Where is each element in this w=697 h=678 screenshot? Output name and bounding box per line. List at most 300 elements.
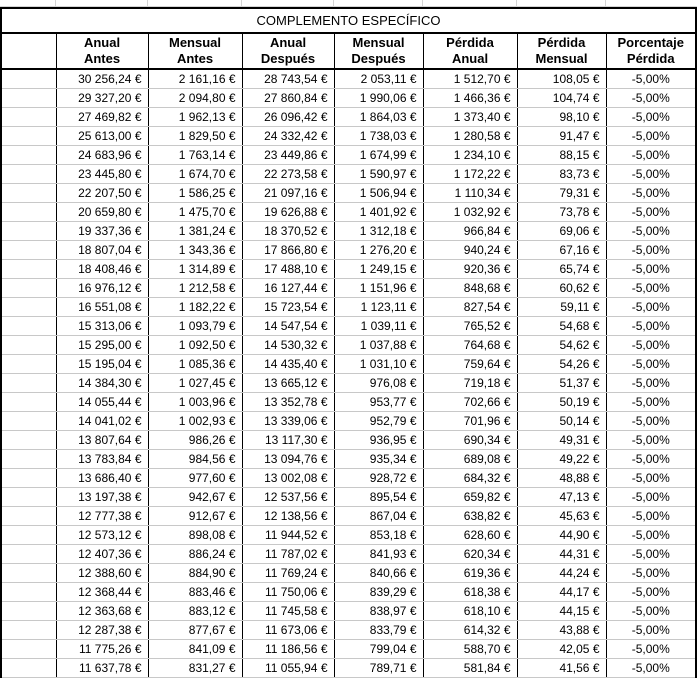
anual-antes-cell[interactable]: 11 637,78 € [56,659,148,678]
perdida-anual-cell[interactable]: 1 032,92 € [423,203,517,222]
porcentaje-perdida-cell[interactable]: -5,00% [606,583,696,602]
perdida-anual-cell[interactable]: 1 373,40 € [423,108,517,127]
perdida-mensual-cell[interactable]: 49,22 € [517,450,606,469]
porcentaje-perdida-cell[interactable]: -5,00% [606,127,696,146]
perdida-mensual-cell[interactable]: 45,63 € [517,507,606,526]
porcentaje-perdida-cell[interactable]: -5,00% [606,203,696,222]
anual-antes-cell[interactable]: 13 686,40 € [56,469,148,488]
row-empty-cell[interactable] [1,450,56,469]
anual-antes-cell[interactable]: 13 197,38 € [56,488,148,507]
mensual-antes-cell[interactable]: 1 475,70 € [148,203,242,222]
header-mensual-despues[interactable] [334,33,423,69]
header-cell-empty[interactable] [1,33,56,69]
mensual-antes-cell[interactable]: 984,56 € [148,450,242,469]
anual-antes-cell[interactable]: 15 295,00 € [56,336,148,355]
anual-antes-cell[interactable]: 14 384,30 € [56,374,148,393]
porcentaje-perdida-cell[interactable]: -5,00% [606,298,696,317]
row-empty-cell[interactable] [1,374,56,393]
anual-antes-cell[interactable]: 27 469,82 € [56,108,148,127]
porcentaje-perdida-cell[interactable]: -5,00% [606,431,696,450]
anual-antes-cell[interactable]: 12 407,36 € [56,545,148,564]
mensual-antes-cell[interactable]: 986,26 € [148,431,242,450]
perdida-mensual-cell[interactable]: 54,62 € [517,336,606,355]
porcentaje-perdida-cell[interactable]: -5,00% [606,545,696,564]
header-perdida-anual[interactable] [423,33,517,69]
mensual-antes-cell[interactable]: 1 092,50 € [148,336,242,355]
porcentaje-perdida-cell[interactable]: -5,00% [606,222,696,241]
row-empty-cell[interactable] [1,127,56,146]
mensual-antes-cell[interactable]: 1 003,96 € [148,393,242,412]
perdida-anual-cell[interactable]: 588,70 € [423,640,517,659]
anual-despues-cell[interactable]: 13 117,30 € [242,431,334,450]
perdida-anual-cell[interactable]: 1 280,58 € [423,127,517,146]
anual-despues-cell[interactable]: 11 787,02 € [242,545,334,564]
porcentaje-perdida-cell[interactable]: -5,00% [606,260,696,279]
porcentaje-perdida-cell[interactable]: -5,00% [606,659,696,678]
porcentaje-perdida-cell[interactable]: -5,00% [606,184,696,203]
mensual-despues-cell[interactable]: 841,93 € [334,545,423,564]
mensual-antes-cell[interactable]: 831,27 € [148,659,242,678]
table-row [1,89,696,108]
perdida-anual-cell[interactable]: 628,60 € [423,526,517,545]
porcentaje-perdida-cell[interactable]: -5,00% [606,317,696,336]
anual-antes-cell[interactable]: 12 363,68 € [56,602,148,621]
porcentaje-perdida-cell[interactable]: -5,00% [606,165,696,184]
mensual-antes-cell[interactable]: 1 763,14 € [148,146,242,165]
table-row [1,564,696,583]
anual-antes-cell[interactable]: 22 207,50 € [56,184,148,203]
mensual-antes-cell[interactable]: 886,24 € [148,545,242,564]
row-empty-cell[interactable] [1,659,56,678]
anual-despues-cell[interactable]: 15 723,54 € [242,298,334,317]
row-empty-cell[interactable] [1,488,56,507]
table-row [1,241,696,260]
perdida-mensual-cell[interactable]: 47,13 € [517,488,606,507]
anual-despues-cell[interactable]: 11 944,52 € [242,526,334,545]
perdida-mensual-cell[interactable]: 65,74 € [517,260,606,279]
perdida-mensual-cell[interactable]: 44,24 € [517,564,606,583]
row-empty-cell[interactable] [1,317,56,336]
porcentaje-perdida-cell[interactable]: -5,00% [606,450,696,469]
anual-despues-cell[interactable]: 17 866,80 € [242,241,334,260]
anual-antes-cell[interactable]: 14 041,02 € [56,412,148,431]
row-empty-cell[interactable] [1,336,56,355]
mensual-despues-cell[interactable]: 853,18 € [334,526,423,545]
row-empty-cell[interactable] [1,621,56,640]
anual-despues-cell[interactable]: 22 273,58 € [242,165,334,184]
perdida-anual-cell[interactable]: 620,34 € [423,545,517,564]
header-perdida-mensual[interactable] [517,33,606,69]
row-empty-cell[interactable] [1,564,56,583]
mensual-despues-cell[interactable]: 895,54 € [334,488,423,507]
anual-despues-cell[interactable]: 13 094,76 € [242,450,334,469]
perdida-mensual-cell[interactable]: 44,15 € [517,602,606,621]
header-anual-despues[interactable] [242,33,334,69]
perdida-anual-cell[interactable]: 765,52 € [423,317,517,336]
anual-despues-cell[interactable]: 11 055,94 € [242,659,334,678]
mensual-antes-cell[interactable]: 841,09 € [148,640,242,659]
mensual-despues-cell[interactable]: 839,29 € [334,583,423,602]
perdida-mensual-cell[interactable]: 44,90 € [517,526,606,545]
mensual-antes-cell[interactable]: 2 161,16 € [148,69,242,89]
mensual-despues-cell[interactable]: 1 037,88 € [334,336,423,355]
anual-antes-cell[interactable]: 11 775,26 € [56,640,148,659]
mensual-despues-cell[interactable]: 1 674,99 € [334,146,423,165]
mensual-despues-cell[interactable]: 935,34 € [334,450,423,469]
header-line: Mensual [535,51,588,66]
anual-antes-cell[interactable]: 12 287,38 € [56,621,148,640]
table-row [1,165,696,184]
mensual-despues-cell[interactable]: 1 312,18 € [334,222,423,241]
perdida-mensual-cell[interactable]: 43,88 € [517,621,606,640]
mensual-antes-cell[interactable]: 883,46 € [148,583,242,602]
row-empty-cell[interactable] [1,640,56,659]
mensual-antes-cell[interactable]: 2 094,80 € [148,89,242,108]
table-row [1,184,696,203]
row-empty-cell[interactable] [1,431,56,450]
table-row [1,336,696,355]
perdida-anual-cell[interactable]: 1 466,36 € [423,89,517,108]
perdida-mensual-cell[interactable]: 108,05 € [517,69,606,89]
header-line: Después [260,51,316,66]
mensual-despues-cell[interactable]: 1 990,06 € [334,89,423,108]
row-empty-cell[interactable] [1,241,56,260]
row-empty-cell[interactable] [1,545,56,564]
header-line: Después [351,51,406,66]
mensual-antes-cell[interactable]: 977,60 € [148,469,242,488]
mensual-despues-cell[interactable]: 1 738,03 € [334,127,423,146]
row-empty-cell[interactable] [1,146,56,165]
perdida-anual-cell[interactable]: 764,68 € [423,336,517,355]
row-empty-cell[interactable] [1,507,56,526]
table-row [1,374,696,393]
anual-despues-cell[interactable]: 14 530,32 € [242,336,334,355]
perdida-anual-cell[interactable]: 827,54 € [423,298,517,317]
mensual-antes-cell[interactable]: 884,90 € [148,564,242,583]
mensual-despues-cell[interactable]: 928,72 € [334,469,423,488]
anual-antes-cell[interactable]: 15 313,06 € [56,317,148,336]
anual-antes-cell[interactable]: 12 573,12 € [56,526,148,545]
porcentaje-perdida-cell[interactable]: -5,00% [606,564,696,583]
row-empty-cell[interactable] [1,69,56,89]
mensual-despues-cell[interactable]: 1 401,92 € [334,203,423,222]
mensual-antes-cell[interactable]: 1 212,58 € [148,279,242,298]
perdida-anual-cell[interactable]: 1 234,10 € [423,146,517,165]
perdida-mensual-cell[interactable]: 104,74 € [517,89,606,108]
anual-antes-cell[interactable]: 20 659,80 € [56,203,148,222]
mensual-antes-cell[interactable]: 1 381,24 € [148,222,242,241]
header-line: Pérdida [626,51,675,66]
mensual-antes-cell[interactable]: 1 085,36 € [148,355,242,374]
table-row [1,488,696,507]
mensual-despues-cell[interactable]: 976,08 € [334,374,423,393]
anual-despues-cell[interactable]: 28 743,54 € [242,69,334,89]
perdida-anual-cell[interactable]: 701,96 € [423,412,517,431]
mensual-antes-cell[interactable]: 1 962,13 € [148,108,242,127]
anual-despues-cell[interactable]: 11 750,06 € [242,583,334,602]
mensual-antes-cell[interactable]: 912,67 € [148,507,242,526]
row-empty-cell[interactable] [1,469,56,488]
perdida-mensual-cell[interactable]: 54,68 € [517,317,606,336]
perdida-mensual-cell[interactable]: 79,31 € [517,184,606,203]
perdida-mensual-cell[interactable]: 44,31 € [517,545,606,564]
table-row [1,469,696,488]
mensual-antes-cell[interactable]: 1 343,36 € [148,241,242,260]
row-empty-cell[interactable] [1,165,56,184]
header-line: Mensual [352,35,405,50]
table-row [1,393,696,412]
perdida-anual-cell[interactable]: 1 512,70 € [423,69,517,89]
anual-despues-cell[interactable]: 13 352,78 € [242,393,334,412]
perdida-anual-cell[interactable]: 684,32 € [423,469,517,488]
perdida-anual-cell[interactable]: 659,82 € [423,488,517,507]
porcentaje-perdida-cell[interactable]: -5,00% [606,89,696,108]
header-line: Anual [269,35,307,50]
perdida-mensual-cell[interactable]: 83,73 € [517,165,606,184]
perdida-mensual-cell[interactable]: 91,47 € [517,127,606,146]
anual-despues-cell[interactable]: 13 339,06 € [242,412,334,431]
anual-despues-cell[interactable]: 26 096,42 € [242,108,334,127]
porcentaje-perdida-cell[interactable]: -5,00% [606,469,696,488]
row-empty-cell[interactable] [1,184,56,203]
header-line: Porcentaje [617,35,684,50]
row-empty-cell[interactable] [1,203,56,222]
anual-antes-cell[interactable]: 25 613,00 € [56,127,148,146]
anual-despues-cell[interactable]: 17 488,10 € [242,260,334,279]
perdida-mensual-cell[interactable]: 60,62 € [517,279,606,298]
porcentaje-perdida-cell[interactable]: -5,00% [606,108,696,127]
perdida-anual-cell[interactable]: 848,68 € [423,279,517,298]
header-mensual-antes[interactable] [148,33,242,69]
perdida-anual-cell[interactable]: 966,84 € [423,222,517,241]
mensual-antes-cell[interactable]: 877,67 € [148,621,242,640]
anual-despues-cell[interactable]: 16 127,44 € [242,279,334,298]
table-row [1,222,696,241]
perdida-mensual-cell[interactable]: 50,19 € [517,393,606,412]
anual-despues-cell[interactable]: 11 186,56 € [242,640,334,659]
table-row [1,203,696,222]
anual-despues-cell[interactable]: 11 673,06 € [242,621,334,640]
perdida-mensual-cell[interactable]: 41,56 € [517,659,606,678]
mensual-despues-cell[interactable]: 838,97 € [334,602,423,621]
porcentaje-perdida-cell[interactable]: -5,00% [606,69,696,89]
perdida-anual-cell[interactable]: 689,08 € [423,450,517,469]
perdida-mensual-cell[interactable]: 88,15 € [517,146,606,165]
perdida-mensual-cell[interactable]: 54,26 € [517,355,606,374]
mensual-despues-cell[interactable]: 953,77 € [334,393,423,412]
perdida-anual-cell[interactable]: 618,10 € [423,602,517,621]
mensual-despues-cell[interactable]: 1 249,15 € [334,260,423,279]
spreadsheet-gridline-row [0,0,697,7]
header-anual-antes[interactable] [56,33,148,69]
mensual-despues-cell[interactable]: 867,04 € [334,507,423,526]
anual-despues-cell[interactable]: 11 745,58 € [242,602,334,621]
anual-antes-cell[interactable]: 12 777,38 € [56,507,148,526]
porcentaje-perdida-cell[interactable]: -5,00% [606,507,696,526]
mensual-despues-cell[interactable]: 1 031,10 € [334,355,423,374]
mensual-antes-cell[interactable]: 1 182,22 € [148,298,242,317]
table-row [1,108,696,127]
mensual-despues-cell[interactable]: 2 053,11 € [334,69,423,89]
perdida-mensual-cell[interactable]: 44,17 € [517,583,606,602]
porcentaje-perdida-cell[interactable]: -5,00% [606,241,696,260]
anual-antes-cell[interactable]: 12 368,44 € [56,583,148,602]
anual-despues-cell[interactable]: 19 626,88 € [242,203,334,222]
anual-despues-cell[interactable]: 12 138,56 € [242,507,334,526]
perdida-anual-cell[interactable]: 920,36 € [423,260,517,279]
mensual-despues-cell[interactable]: 1 123,11 € [334,298,423,317]
perdida-anual-cell[interactable]: 614,32 € [423,621,517,640]
row-empty-cell[interactable] [1,526,56,545]
table-row [1,602,696,621]
mensual-antes-cell[interactable]: 942,67 € [148,488,242,507]
row-empty-cell[interactable] [1,412,56,431]
perdida-mensual-cell[interactable]: 73,78 € [517,203,606,222]
anual-despues-cell[interactable]: 24 332,42 € [242,127,334,146]
anual-antes-cell[interactable]: 29 327,20 € [56,89,148,108]
mensual-antes-cell[interactable]: 1 002,93 € [148,412,242,431]
porcentaje-perdida-cell[interactable]: -5,00% [606,488,696,507]
perdida-mensual-cell[interactable]: 51,37 € [517,374,606,393]
row-empty-cell[interactable] [1,602,56,621]
anual-antes-cell[interactable]: 12 388,60 € [56,564,148,583]
perdida-anual-cell[interactable]: 618,38 € [423,583,517,602]
mensual-antes-cell[interactable]: 883,12 € [148,602,242,621]
table-row [1,659,696,678]
perdida-mensual-cell[interactable]: 98,10 € [517,108,606,127]
anual-antes-cell[interactable]: 15 195,04 € [56,355,148,374]
anual-antes-cell[interactable]: 30 256,24 € [56,69,148,89]
mensual-despues-cell[interactable]: 840,66 € [334,564,423,583]
mensual-antes-cell[interactable]: 1 093,79 € [148,317,242,336]
perdida-mensual-cell[interactable]: 49,31 € [517,431,606,450]
row-empty-cell[interactable] [1,222,56,241]
mensual-despues-cell[interactable]: 936,95 € [334,431,423,450]
header-line: Antes [176,51,214,66]
anual-despues-cell[interactable]: 18 370,52 € [242,222,334,241]
row-empty-cell[interactable] [1,260,56,279]
table-row [1,127,696,146]
perdida-anual-cell[interactable]: 581,84 € [423,659,517,678]
table-row [1,146,696,165]
perdida-mensual-cell[interactable]: 69,06 € [517,222,606,241]
anual-despues-cell[interactable]: 23 449,86 € [242,146,334,165]
anual-antes-cell[interactable]: 18 408,46 € [56,260,148,279]
row-empty-cell[interactable] [1,89,56,108]
anual-antes-cell[interactable]: 13 807,64 € [56,431,148,450]
porcentaje-perdida-cell[interactable]: -5,00% [606,602,696,621]
porcentaje-perdida-cell[interactable]: -5,00% [606,146,696,165]
anual-despues-cell[interactable]: 12 537,56 € [242,488,334,507]
perdida-anual-cell[interactable]: 690,34 € [423,431,517,450]
perdida-mensual-cell[interactable]: 67,16 € [517,241,606,260]
perdida-anual-cell[interactable]: 719,18 € [423,374,517,393]
table-row [1,431,696,450]
mensual-despues-cell[interactable]: 1 276,20 € [334,241,423,260]
anual-despues-cell[interactable]: 13 002,08 € [242,469,334,488]
table-body [1,69,696,678]
perdida-anual-cell[interactable]: 759,64 € [423,355,517,374]
anual-despues-cell[interactable]: 14 435,40 € [242,355,334,374]
perdida-mensual-cell[interactable]: 48,88 € [517,469,606,488]
header-porcentaje-perdida[interactable] [606,33,696,69]
mensual-despues-cell[interactable]: 1 590,97 € [334,165,423,184]
porcentaje-perdida-cell[interactable]: -5,00% [606,279,696,298]
table-row [1,583,696,602]
mensual-despues-cell[interactable]: 1 151,96 € [334,279,423,298]
perdida-mensual-cell[interactable]: 50,14 € [517,412,606,431]
anual-despues-cell[interactable]: 27 860,84 € [242,89,334,108]
mensual-antes-cell[interactable]: 898,08 € [148,526,242,545]
row-empty-cell[interactable] [1,108,56,127]
porcentaje-perdida-cell[interactable]: -5,00% [606,621,696,640]
table-title[interactable]: COMPLEMENTO ESPECÍFICO [1,8,696,33]
anual-antes-cell[interactable]: 18 807,04 € [56,241,148,260]
porcentaje-perdida-cell[interactable]: -5,00% [606,526,696,545]
header-line: Pérdida [446,35,494,50]
anual-despues-cell[interactable]: 14 547,54 € [242,317,334,336]
mensual-despues-cell[interactable]: 789,71 € [334,659,423,678]
row-empty-cell[interactable] [1,393,56,412]
mensual-antes-cell[interactable]: 1 027,45 € [148,374,242,393]
anual-antes-cell[interactable]: 23 445,80 € [56,165,148,184]
porcentaje-perdida-cell[interactable]: -5,00% [606,412,696,431]
table-row [1,69,696,89]
perdida-anual-cell[interactable]: 1 172,22 € [423,165,517,184]
table-row [1,279,696,298]
complemento-table [0,7,697,678]
mensual-despues-cell[interactable]: 799,04 € [334,640,423,659]
row-empty-cell[interactable] [1,583,56,602]
perdida-anual-cell[interactable]: 702,66 € [423,393,517,412]
mensual-despues-cell[interactable]: 1 864,03 € [334,108,423,127]
mensual-antes-cell[interactable]: 1 829,50 € [148,127,242,146]
mensual-antes-cell[interactable]: 1 674,70 € [148,165,242,184]
mensual-despues-cell[interactable]: 1 506,94 € [334,184,423,203]
anual-antes-cell[interactable]: 19 337,36 € [56,222,148,241]
mensual-antes-cell[interactable]: 1 314,89 € [148,260,242,279]
porcentaje-perdida-cell[interactable]: -5,00% [606,374,696,393]
mensual-despues-cell[interactable]: 1 039,11 € [334,317,423,336]
perdida-mensual-cell[interactable]: 59,11 € [517,298,606,317]
anual-antes-cell[interactable]: 16 551,08 € [56,298,148,317]
row-empty-cell[interactable] [1,279,56,298]
anual-antes-cell[interactable]: 13 783,84 € [56,450,148,469]
header-row [1,33,696,69]
anual-despues-cell[interactable]: 13 665,12 € [242,374,334,393]
row-empty-cell[interactable] [1,355,56,374]
perdida-anual-cell[interactable]: 638,82 € [423,507,517,526]
perdida-mensual-cell[interactable]: 42,05 € [517,640,606,659]
porcentaje-perdida-cell[interactable]: -5,00% [606,336,696,355]
perdida-anual-cell[interactable]: 1 110,34 € [423,184,517,203]
perdida-anual-cell[interactable]: 940,24 € [423,241,517,260]
table-row [1,450,696,469]
anual-despues-cell[interactable]: 21 097,16 € [242,184,334,203]
porcentaje-perdida-cell[interactable]: -5,00% [606,393,696,412]
anual-despues-cell[interactable]: 11 769,24 € [242,564,334,583]
mensual-antes-cell[interactable]: 1 586,25 € [148,184,242,203]
mensual-despues-cell[interactable]: 833,79 € [334,621,423,640]
anual-antes-cell[interactable]: 24 683,96 € [56,146,148,165]
anual-antes-cell[interactable]: 14 055,44 € [56,393,148,412]
row-empty-cell[interactable] [1,298,56,317]
mensual-despues-cell[interactable]: 952,79 € [334,412,423,431]
porcentaje-perdida-cell[interactable]: -5,00% [606,640,696,659]
perdida-anual-cell[interactable]: 619,36 € [423,564,517,583]
porcentaje-perdida-cell[interactable]: -5,00% [606,355,696,374]
anual-antes-cell[interactable]: 16 976,12 € [56,279,148,298]
